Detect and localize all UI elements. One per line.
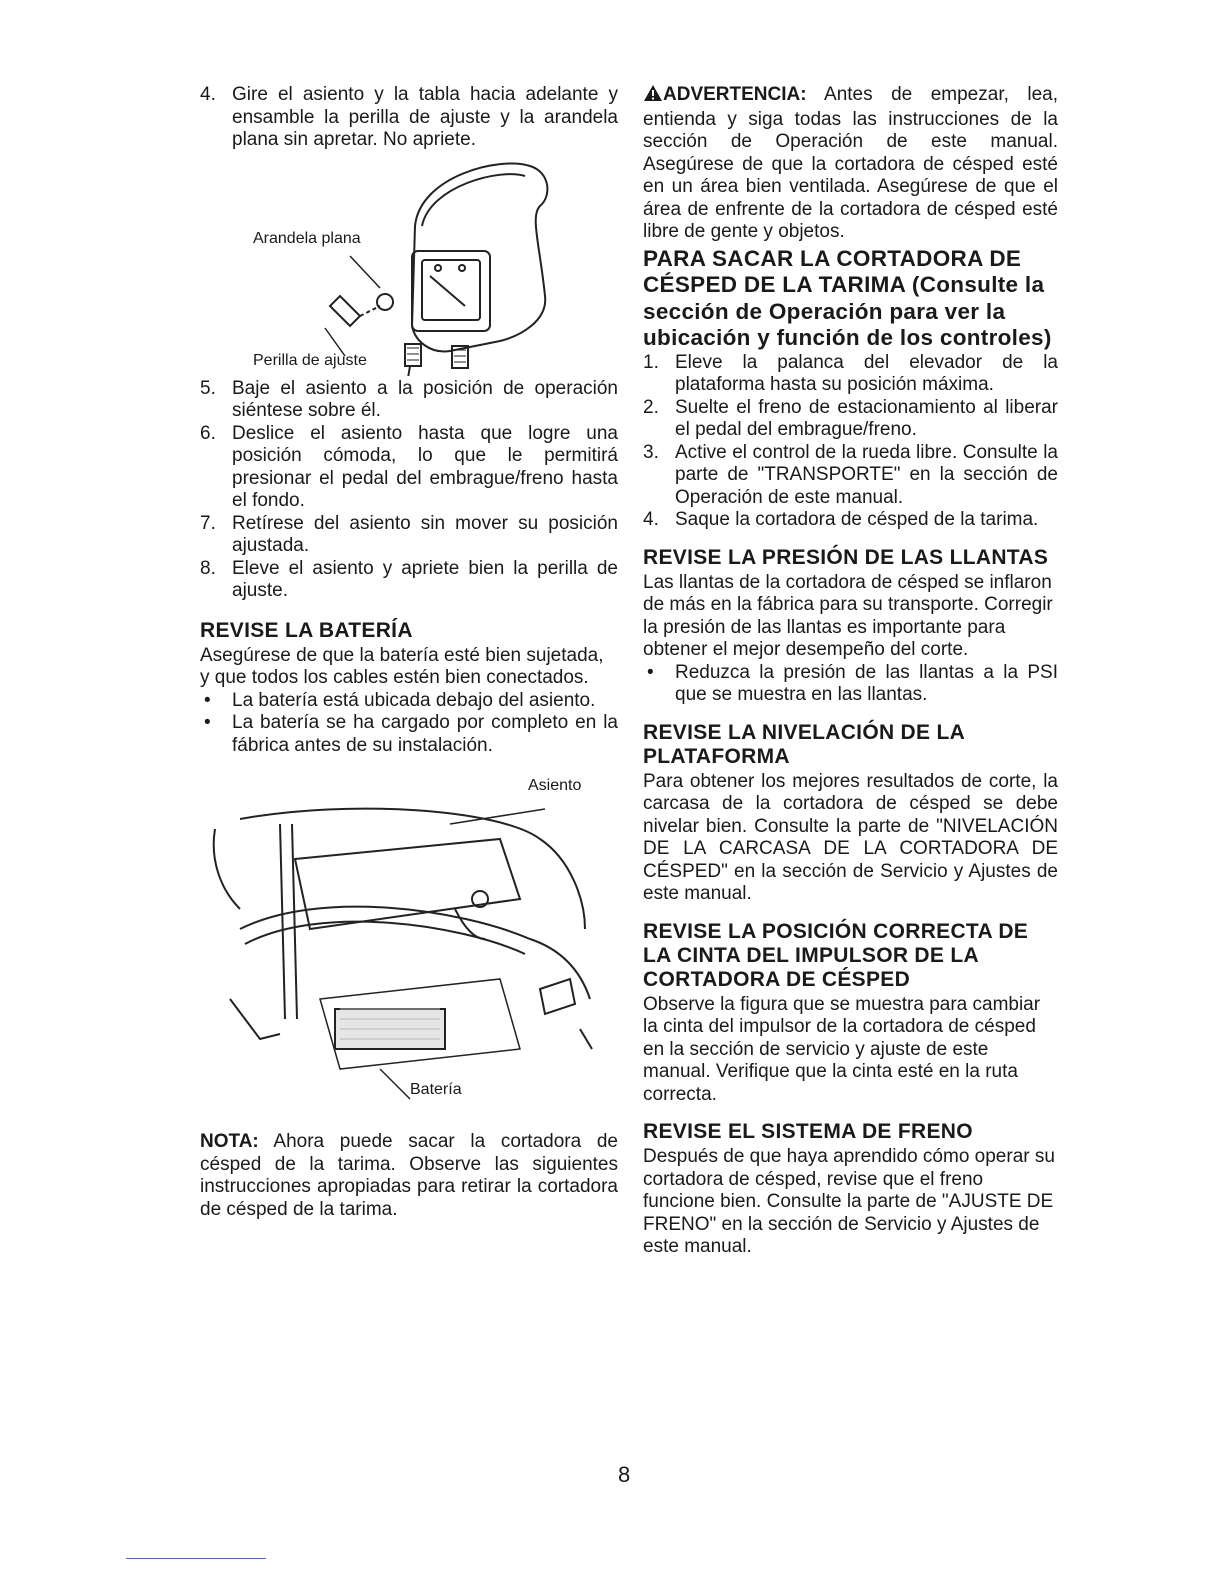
bullet-mark: • — [647, 661, 654, 683]
seat-illustration — [200, 156, 618, 376]
step-item — [643, 397, 1058, 442]
left-column — [200, 84, 618, 1221]
tires-body: Las llantas de la cortadora de césped se inflaron de más en la fábrica para su transporte. Corregir la presión de las llantas es importante para obtener el mejor desempeño del corte. — [643, 571, 1053, 660]
step-number: 5. — [200, 377, 216, 399]
leveling-body: Para obtener los mejores resultados de corte, la carcasa de la cortadora de césped se debe nivelar bien. Consulte la parte de "NIVELACIÓN DE LA CARCASA DE LA CORTADORA DE CÉSPED" en la sección de Servicio y Ajustes de este manual. — [643, 770, 1058, 904]
step-item — [200, 84, 618, 152]
seat-adjust-figure — [200, 156, 618, 376]
item-text: Retírese del asiento sin mover su posición ajustada. — [232, 512, 618, 556]
item-text: Reduzca la presión de las llantas a la PSI que se muestra en las llantas. — [675, 661, 1058, 705]
note-label: NOTA: — [200, 1131, 259, 1152]
item-text: Deslice el asiento hasta que logre una posición cómoda, lo que le permitirá presionar el pedal del embrague/freno hasta el fondo. — [232, 422, 618, 511]
note-paragraph — [200, 1131, 618, 1221]
step-item — [200, 513, 618, 558]
washer-label: Arandela plana — [253, 229, 361, 247]
bullet-item — [643, 662, 1058, 707]
step-item — [200, 558, 618, 603]
battery-label: Batería — [410, 1081, 462, 1098]
tires-heading: REVISE LA PRESIÓN DE LAS LLANTAS — [643, 545, 1049, 569]
seat-steps-list-b — [200, 378, 618, 603]
step-number: 4. — [200, 84, 216, 105]
item-text: Saque la cortadora de césped de la tarima. — [675, 509, 1039, 530]
belt-heading: REVISE LA POSICIÓN CORRECTA DE LA CINTA DEL IMPULSOR DE LA CORTADORA DE CÉSPED — [643, 919, 1029, 991]
battery-illustration — [200, 779, 618, 1109]
battery-figure — [200, 779, 618, 1109]
battery-body: Asegúrese de que la batería esté bien sujetada, y que todos los cables estén bien conectados. — [200, 644, 604, 688]
bullet-item — [200, 712, 618, 757]
step-number: 1. — [643, 351, 659, 373]
step-number: 8. — [200, 557, 216, 579]
item-text: Eleve el asiento y apriete bien la perilla de ajuste. — [232, 557, 618, 601]
seat-steps-list-a — [200, 84, 618, 152]
note-text: Ahora puede sacar la cortadora de césped de la tarima. Observe las siguientes instrucciones apropiadas para retirar la cortadora de césped de la tarima. — [200, 1131, 618, 1220]
step-item — [643, 352, 1058, 397]
step-item — [200, 378, 618, 423]
item-text: Gire el asiento y la tabla hacia adelante y ensamble la perilla de ajuste y la arandela plana sin apretar. No apriete. — [232, 84, 618, 150]
right-column — [643, 84, 1058, 1259]
warning-icon — [643, 84, 663, 109]
warning-text: Antes de empezar, lea, entienda y siga todas las instrucciones de la sección de Operación de este manual. Asegúrese de que la cortadora de césped esté en un área bien ventilada. Asegúrese de que el área de enfrente de la cortadora de césped esté libre de gente y objetos. — [643, 84, 1059, 242]
tires-bullets — [643, 662, 1058, 707]
item-text: Active el control de la rueda libre. Consulte la parte de "TRANSPORTE" en la sección de Operación de este manual. — [675, 441, 1058, 508]
warning-paragraph — [643, 84, 1058, 244]
warning-label: ADVERTENCIA: — [663, 84, 807, 105]
step-item — [200, 423, 618, 513]
brake-body: Después de que haya aprendido cómo operar su cortadora de césped, revise que el freno funcione bien. Consulte la parte de "AJUSTE DE FRENO" en la sección de Servicio y Ajustes de este manual. — [643, 1146, 1055, 1257]
footer-rule — [126, 1558, 266, 1559]
bullet-item — [200, 690, 618, 713]
step-item — [643, 509, 1058, 532]
item-text: La batería se ha cargado por completo en la fábrica antes de su instalación. — [232, 712, 618, 756]
item-text: Suelte el freno de estacionamiento al liberar el pedal del embrague/freno. — [675, 396, 1058, 440]
item-text: Eleve la palanca del elevador de la plataforma hasta su posición máxima. — [675, 351, 1058, 395]
step-item — [643, 442, 1058, 510]
step-number: 4. — [643, 509, 659, 530]
step-number: 2. — [643, 396, 659, 418]
bullet-mark: • — [204, 689, 211, 711]
bullet-mark: • — [204, 712, 211, 733]
step-number: 6. — [200, 422, 216, 444]
pallet-steps-list — [643, 352, 1058, 532]
seat-label: Asiento — [528, 777, 582, 794]
battery-heading: REVISE LA BATERÍA — [200, 618, 413, 642]
page-number: 8 — [618, 1462, 631, 1487]
pallet-heading: PARA SACAR LA CORTADORA DE CÉSPED DE LA TARIMA (Consulte la sección de Operación para ver la ubicación y función de los controles) — [643, 245, 1052, 350]
knob-label: Perilla de ajuste — [253, 351, 367, 369]
step-number: 7. — [200, 512, 216, 534]
item-text: La batería está ubicada debajo del asiento. — [232, 689, 596, 711]
step-number: 3. — [643, 441, 659, 463]
brake-heading: REVISE EL SISTEMA DE FRENO — [643, 1120, 973, 1143]
item-text: Baje el asiento a la posición de operación siéntese sobre él. — [232, 377, 618, 421]
belt-body: Observe la figura que se muestra para cambiar la cinta del impulsor de la cortadora de césped en la sección de servicio y ajuste de este manual. Verifique que la cinta esté en la ruta correcta. — [643, 993, 1041, 1105]
battery-bullets — [200, 690, 618, 758]
leveling-heading: REVISE LA NIVELACIÓN DE LA PLATAFORMA — [643, 720, 965, 768]
